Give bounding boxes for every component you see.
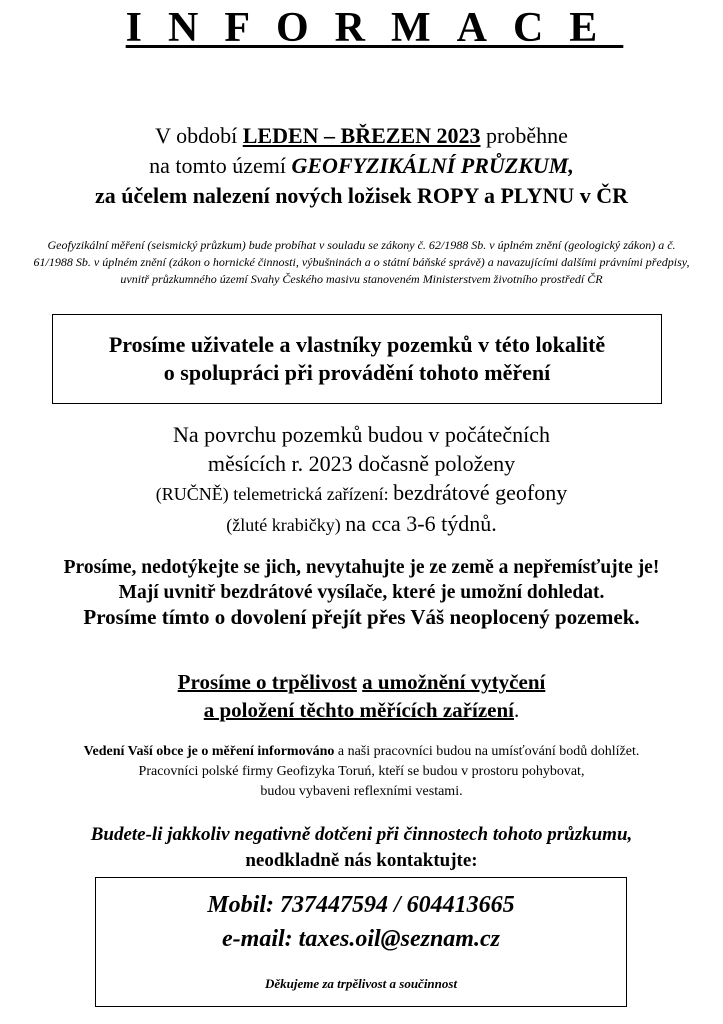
municipality-info xyxy=(0,742,723,802)
survey-type: GEOFYZIKÁLNÍ PRŮZKUM, xyxy=(291,153,574,178)
vests-note: budou vybaveni reflexními vestami. xyxy=(260,784,463,799)
patience-request xyxy=(0,668,723,724)
manual-placement-note: (RUČNĚ) telemetrická zařízení: xyxy=(155,484,394,504)
placement-text: a položení těchto měřících zařízení xyxy=(203,698,514,722)
period-verb: proběhne xyxy=(480,123,568,148)
patience-text: Prosíme o trpělivost xyxy=(177,670,357,694)
landowner-request-box xyxy=(52,314,662,404)
supervision-note: a naši pracovníci budou na umísťování bodů dohlížet. xyxy=(334,744,640,759)
patience-period: . xyxy=(513,698,520,722)
device-name: bezdrátové geofony xyxy=(393,480,568,505)
request-line-2: o spolupráci při provádění tohoto měření xyxy=(163,360,551,385)
surface-line-1: Na povrchu pozemků budou v počátečních xyxy=(173,422,550,447)
page-title: INFORMACE xyxy=(125,5,624,51)
period-intro: V období xyxy=(155,123,243,148)
staking-text: a umožnění vytyčení xyxy=(362,670,546,694)
territory-text: na tomto území xyxy=(149,153,292,178)
survey-period-announcement xyxy=(0,121,723,211)
municipality-informed: Vedení Vaší obce je o měření informováno xyxy=(83,744,335,759)
warning-line-3: Prosíme tímto o dovolení přejít přes Váš neoplocený pozemek. xyxy=(83,605,640,629)
placement-duration: na cca 3-6 týdnů. xyxy=(345,511,497,536)
thanks-note: Děkujeme za trpělivost a součinnost xyxy=(264,976,458,991)
contact-email: e-mail: taxes.oil@seznam.cz xyxy=(222,926,500,952)
warning-line-2: Mají uvnitř bezdrátové vysílače, které je umožní dohledat. xyxy=(118,582,605,603)
workers-note: Pracovníci polské firmy Geofizyka Toruń, kteří se budou v prostoru pohybovat, xyxy=(138,764,585,779)
contact-prompt-line-2: neodkladně nás kontaktujte: xyxy=(245,850,478,871)
do-not-touch-warning xyxy=(0,555,723,630)
contact-prompt-line-1: Budete-li jakkoliv negativně dotčeni při činnostech tohoto průzkumu, xyxy=(90,824,633,845)
legal-notice: Geofyzikální měření (seismický průzkum) bude probíhat v souladu se zákony č. 62/1988 Sb. v úplném znění (geologický zákon) a č. 61/1988 Sb. v úplném znění (zákon o hornické činnosti, výbušninách a o státní báňské správě) a navazujícími dalšími právními předpisy, uvnitř průzkumného území Svahy Českého masivu stanoveném Ministerstvem životního prostředí ČR xyxy=(33,238,690,286)
contact-box xyxy=(95,877,627,1007)
geophone-placement-info xyxy=(0,420,723,540)
warning-line-1: Prosíme, nedotýkejte se jich, nevytahujte je ze země a nepřemísťujte je! xyxy=(63,557,660,578)
survey-period: LEDEN – BŘEZEN 2023 xyxy=(242,123,481,148)
mobile-numbers: Mobil: 737447594 / 604413665 xyxy=(207,892,515,918)
survey-purpose: za účelem nalezení nových ložisek ROPY a PLYNU v ČR xyxy=(94,183,629,208)
contact-prompt xyxy=(0,822,723,874)
surface-line-2: měsících r. 2023 dočasně položeny xyxy=(207,451,516,476)
device-description: (žluté krabičky) xyxy=(226,515,346,535)
request-line-1: Prosíme uživatele a vlastníky pozemků v této lokalitě xyxy=(108,332,606,357)
